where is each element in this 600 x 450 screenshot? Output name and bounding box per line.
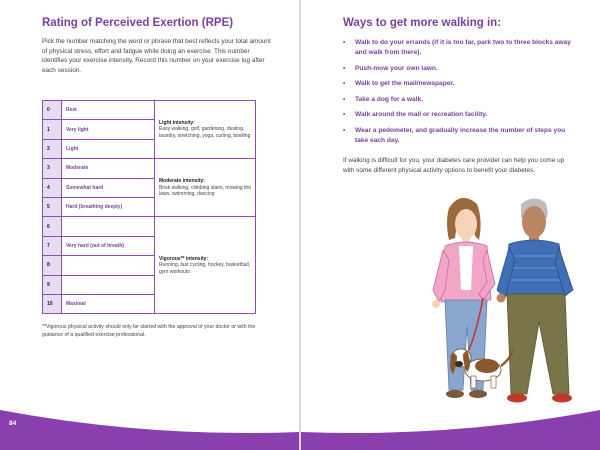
rpe-number: 10 xyxy=(43,294,62,313)
vigorous-intensity-cell xyxy=(155,217,256,314)
intensity-title: Light intensity: xyxy=(159,119,195,126)
walking-couple-illustration xyxy=(421,190,596,412)
list-item: • Walk to get the mail/newspaper. xyxy=(343,80,455,87)
rpe-word: Hard (breathing deeply) xyxy=(62,197,155,216)
rpe-intro: Pick the number matching the word or phrase that best reflects your total amount of physical stress, effort and fatigue while doing an exercise. This number identifies your exercise intensity. Record this number on your exercise log after each session. xyxy=(42,38,271,74)
man-figure-icon xyxy=(497,198,574,402)
bullet-icon: • xyxy=(343,64,346,72)
rpe-number: 4 xyxy=(43,178,62,197)
footnote: **Vigorous physical activity should only be started with the approval of your doctor or with the guidance of a qualified exercise professional. xyxy=(42,324,256,338)
bullet-icon: • xyxy=(343,39,346,46)
page-number: 85 xyxy=(583,420,591,427)
rpe-table xyxy=(42,100,256,314)
rpe-number: 2 xyxy=(43,139,62,158)
rpe-number: 7 xyxy=(43,236,62,255)
rpe-number: 5 xyxy=(43,197,62,216)
light-intensity-cell xyxy=(155,101,256,159)
list-item: • Take a dog for a walk. xyxy=(343,95,424,103)
right-page xyxy=(301,0,600,450)
rpe-number: 9 xyxy=(43,275,62,294)
rpe-word: Maximal xyxy=(62,294,155,313)
rpe-word: Very hard (out of breath) xyxy=(62,236,155,255)
bullet-icon: • xyxy=(343,126,346,134)
rpe-word xyxy=(62,256,155,275)
rpe-number: 8 xyxy=(43,256,62,275)
intensity-text: Brisk walking, climbing stairs, mowing the lawn, swimming, dancing xyxy=(159,184,251,197)
footer-band xyxy=(301,410,600,450)
intensity-title: Vigorous** intensity: xyxy=(159,255,209,262)
rpe-number: 0 xyxy=(43,101,62,120)
rpe-word: Very light xyxy=(62,120,155,139)
table-row xyxy=(43,217,256,236)
intensity-text: Easy walking, golf, gardening, dusting, laundry, stretching, yoga, curling, bowling xyxy=(159,126,251,139)
rpe-word xyxy=(62,217,155,236)
list-item: • Walk around the mall or recreation facility. xyxy=(343,111,488,118)
table-row xyxy=(43,159,256,178)
list-item: • Walk to do your errands (if it is too far, park two to three blocks away and walk from there). xyxy=(343,39,571,56)
rpe-word: Rest xyxy=(62,101,155,120)
rpe-word: Moderate xyxy=(62,159,155,178)
walking-paragraph: If walking is difficult for you, your diabetes care provider can help you come up with some different physical activity options to benefit your diabetes. xyxy=(343,157,565,174)
walking-title: Ways to get more walking in: xyxy=(343,17,502,29)
walking-tips-list xyxy=(343,38,573,151)
intensity-title: Moderate intensity: xyxy=(159,178,205,185)
bullet-icon: • xyxy=(343,95,346,103)
page-number: 84 xyxy=(9,420,17,427)
list-item: • Push-mow your own lawn. xyxy=(343,64,438,72)
table-row xyxy=(43,101,256,120)
bullet-icon: • xyxy=(343,111,346,118)
rpe-number: 3 xyxy=(43,159,62,178)
rpe-title: Rating of Perceived Exertion (RPE) xyxy=(42,17,234,29)
bullet-icon: • xyxy=(343,80,346,87)
list-item: • Wear a pedometer, and gradually increase the number of steps you take each day. xyxy=(343,126,566,144)
rpe-word xyxy=(62,275,155,294)
rpe-word: Light xyxy=(62,139,155,158)
rpe-word: Somewhat hard xyxy=(62,178,155,197)
rpe-number: 1 xyxy=(43,120,62,139)
rpe-number: 6 xyxy=(43,217,62,236)
moderate-intensity-cell xyxy=(155,159,256,217)
footer-band xyxy=(0,410,299,450)
intensity-text: Running, fast cycling, hockey, basketball, gym workouts xyxy=(159,262,251,275)
left-page xyxy=(0,0,299,450)
